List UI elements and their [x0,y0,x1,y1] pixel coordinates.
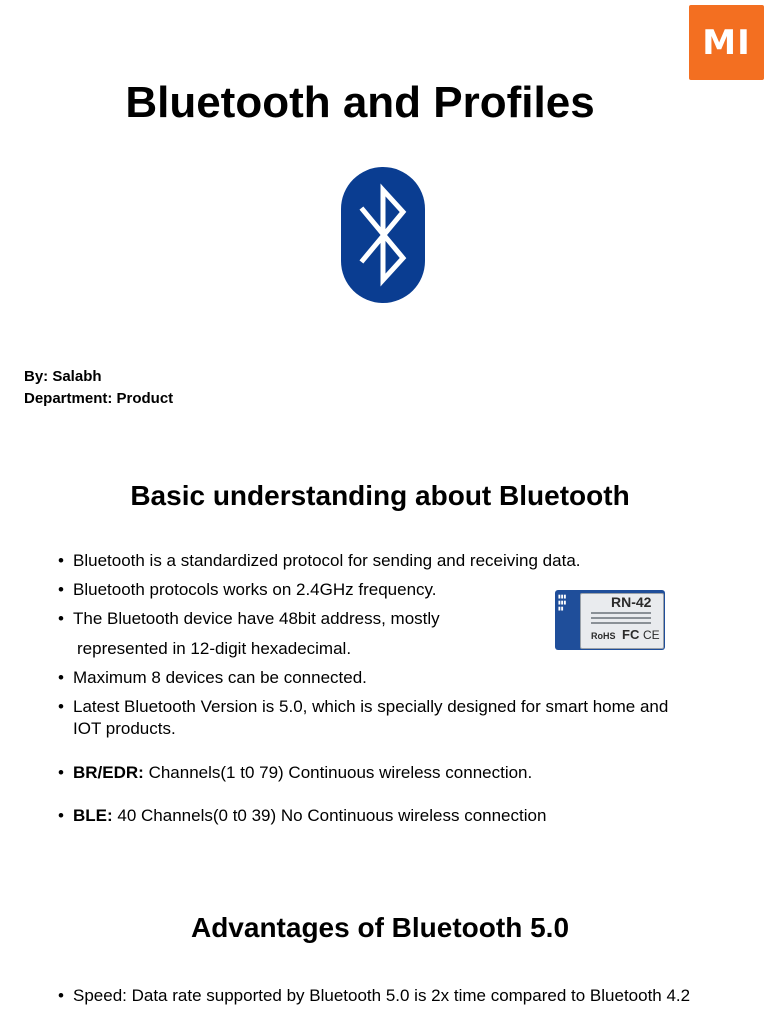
bluetooth-icon [340,166,426,304]
page-title: Bluetooth and Profiles [125,78,595,127]
module-fc-mark: FC [622,627,640,642]
list-item-lead: BLE: [73,806,113,825]
xiaomi-logo-text: MI [702,22,751,63]
section-heading-advantages: Advantages of Bluetooth 5.0 [190,912,570,943]
list-item [58,550,581,572]
list-item-text: Bluetooth protocols works on 2.4GHz frequency. [73,580,437,599]
list-item [58,696,698,740]
module-fine-print [591,612,651,627]
list-item-text: Latest Bluetooth Version is 5.0, which is specially designed for smart home and IOT products. [73,697,669,738]
xiaomi-logo [689,5,764,80]
list-item [58,985,698,1007]
section-heading-basic: Basic understanding about Bluetooth [130,480,630,511]
module-ce-mark: CE [643,628,660,642]
list-item-text: Bluetooth is a standardized protocol for sending and receiving data. [73,551,581,570]
list-item-text: The Bluetooth device have 48bit address, mostly [73,609,440,628]
department-line: Department: Product [24,390,174,407]
module-model-label: RN-42 [611,594,652,610]
list-item [58,762,532,784]
list-item-text: Speed: Data rate supported by Bluetooth 5.0 is 2x time compared to Bluetooth 4.2 [73,986,691,1005]
list-item [58,805,546,827]
list-item [58,579,436,601]
list-item-lead: BR/EDR: [73,763,144,782]
author-line: By: Salabh [24,368,102,385]
list-item [58,608,440,630]
list-item [58,667,367,689]
module-rohs-mark: RoHS [591,631,616,641]
module-side-markings: ▮▮▮ ▮▮▮ ▮▮ [558,594,567,612]
list-item-continuation: represented in 12-digit hexadecimal. [77,639,352,658]
list-item-text: 40 Channels(0 t0 39) No Continuous wireless connection [112,806,547,825]
list-item-text: Maximum 8 devices can be connected. [73,668,367,687]
list-item-text: Channels(1 t0 79) Continuous wireless connection. [143,763,533,782]
